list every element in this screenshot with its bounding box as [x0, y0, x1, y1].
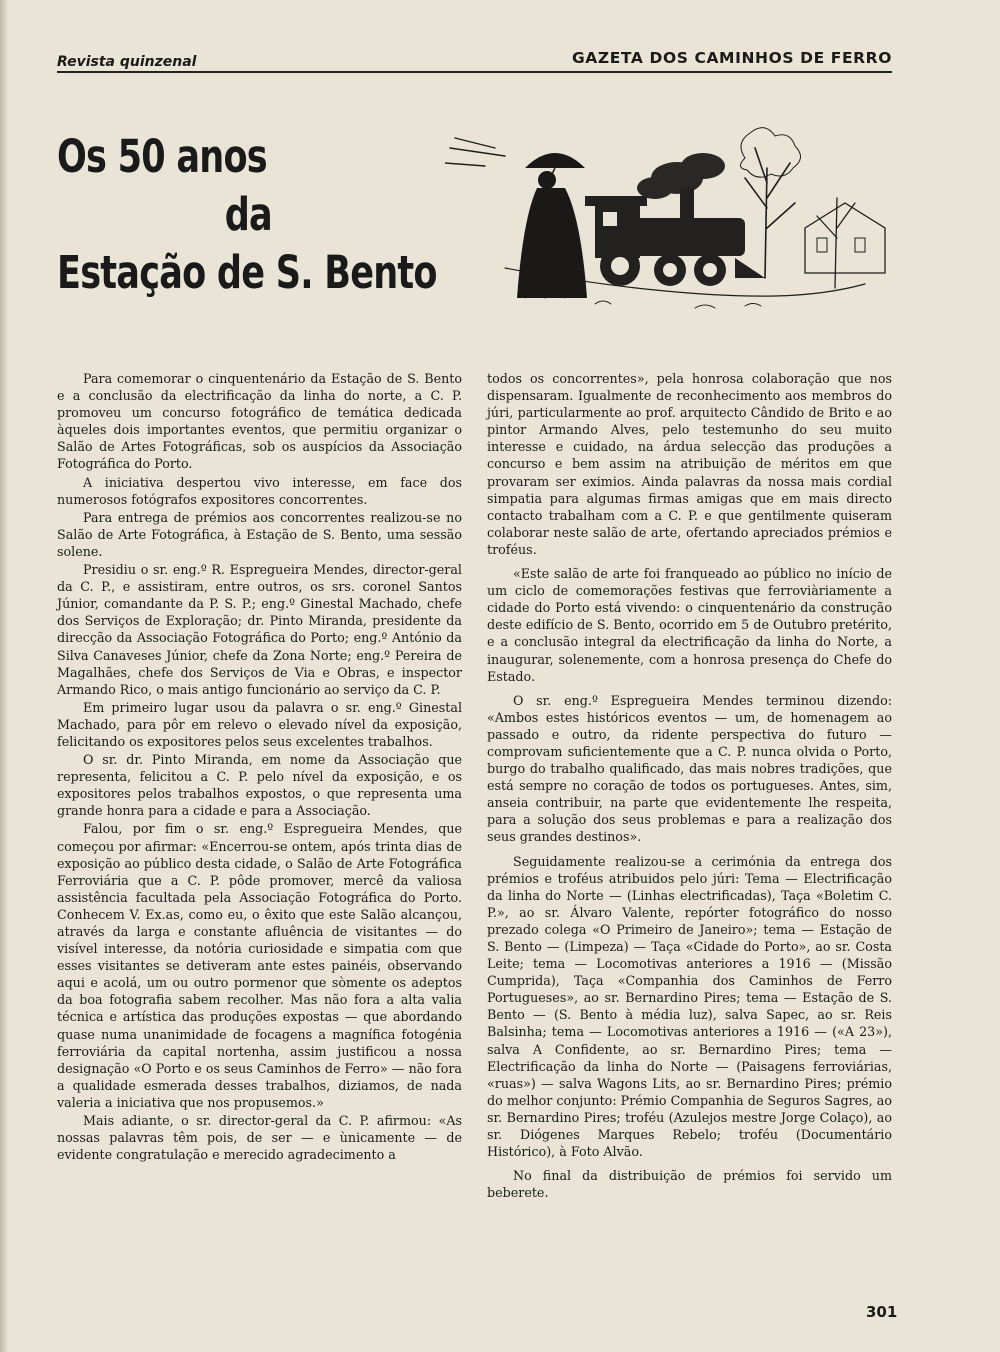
train-illustration-icon — [445, 108, 890, 323]
paragraph: Presidiu o sr. eng.º R. Espregueira Mendes, director-geral da C. P., e assistiram, entre outros, os srs. coronel Santos Júnior, comandante da P. S. P.; eng.º Ginestal Machado, chefe dos Serviços de Exploração; dr. Pinto Miranda, presidente da direcção da Associação Fotográfica do Porto; eng.º António da Silva Canaveses Júnior, chefe da Zona Norte; eng.º Pereira de Magalhães, chefe dos Serviços de Via e Obras, e inspector Armando Rico, o mais antigo funcionário ao serviço da C. P. — [57, 562, 462, 697]
paragraph: O sr. eng.º Espregueira Mendes terminou dizendo: «Ambos estes históricos eventos — um, de homenagem ao passado e outro, da ridente perspectiva do futuro — comprovam suficientemente que a C. P. nunca olvida o Porto, burgo do trabalho qualificado, das mais nobres tradições, que está sempre no coração de todos os portugueses. Antes, sim, anseia contribuir, na parte que evidentemente lhe respeita, para a solução dos seus problemas e para a realização dos seus grandes destinos». — [487, 692, 892, 845]
paragraph: No final da distribuição de prémios foi servido um beberete. — [487, 1168, 892, 1201]
header-magazine-name: GAZETA DOS CAMINHOS DE FERRO — [571, 49, 892, 67]
paragraph: Para comemorar o cinquentenário da Estação de S. Bento e a conclusão da electrificação da linha do norte, a C. P. promoveu um concurso fotográfico de temática dedicada àqueles dois importantes eventos, que permitiu organizar o Salão de Artes Fotográficas, sob os auspícios da Associação Fotográfica do Porto. — [57, 371, 462, 472]
paragraph: A iniciativa despertou vivo interesse, em face dos numerosos fotógrafos expositores concorrentes. — [57, 474, 462, 507]
article-title-line-2: da — [224, 188, 272, 241]
article-right-column — [487, 370, 892, 1202]
page-number: 301 — [866, 1303, 898, 1321]
paragraph: «Este salão de arte foi franqueado ao público no início de um ciclo de comemorações festivas que ferroviàriamente a cidade do Porto está vivendo: o cinquentenário da construção deste edifício de S. Bento, ocorrido em 5 de Outubro pretérito, e a conclusão integral da electrificação da linha do Norte, a inaugurar, solenemente, com a honrosa presença do Chefe do Estado. — [487, 566, 892, 684]
paragraph: Em primeiro lugar usou da palavra o sr. eng.º Ginestal Machado, para pôr em relevo o elevado nível da exposição, felicitando os expositores pelos seus excelentes trabalhos. — [57, 699, 462, 749]
header-rule — [57, 71, 892, 73]
paragraph: Para entrega de prémios aos concorrentes realizou-se no Salão de Arte Fotográfica, à Estação de S. Bento, uma sessão solene. — [57, 509, 462, 559]
paragraph: Falou, por fim o sr. eng.º Espregueira Mendes, que começou por afirmar: «Encerrou-se ontem, após trinta dias de exposição ao público desta cidade, o Salão de Arte Fotográfica Ferroviária que a C. P. pôde promover, mercê da valiosa assistência facultada pela Associação Fotográfica do Porto. Conhecem V. Ex.as, como eu, o êxito que este Salão alcançou, através da larga e constante afluência de visitantes — do visível interesse, da notória curiosidade e simpatia com que esses visitantes se detiveram ante estes painéis, observando aqui e acolá, um ou outro pormenor que sòmente os adeptos da boa fotografia sabem recolher. Mas não fora a alta valia técnica e artística das produções expostas — que abordando quase numa unanimidade de focagens a magnífica fotogénia ferroviária da capital nortenha, assim justificou a nossa designação «O Porto e os seus Caminhos de Ferro» — não fora a qualidade esmerada desses trabalhos, diziamos, de nada valeria a iniciativa que nos propusemos.» — [57, 821, 462, 1110]
article-title-line-1: Os 50 anos — [57, 130, 267, 183]
paragraph: Mais adiante, o sr. director-geral da C. P. afirmou: «As nossas palavras têm pois, de ser — e ùnicamente — de evidente congratulação e merecido agradecimento a — [57, 1113, 462, 1163]
article-left-column — [57, 370, 462, 1164]
paragraph: todos os concorrentes», pela honrosa colaboração que nos dispensaram. Igualmente de reconhecimento aos membros do júri, particularmente ao prof. arquitecto Cândido de Brito e ao pintor Armando Alves, pelo testemunho do seu muito interesse e cuidado, na árdua selecção das produções a concurso e bem assim na atribuição de méritos em que provaram ser eximios. Ainda palavras da nossa mais cordial simpatia para algumas firmas amigas que em mais directo contacto trabalham com a C. P. e que gentilmente quiseram colaborar neste salão de arte, ofertando apreciados prémios e troféus. — [487, 371, 892, 557]
article-title — [57, 128, 437, 302]
paragraph: O sr. dr. Pinto Miranda, em nome da Associação que representa, felicitou a C. P. pelo nível da exposição, e os expositores pelos trabalhos expostos, o que representa uma grande honra para a cidade e para a Associação. — [57, 752, 462, 819]
article-title-line-3: Estação de S. Bento — [57, 246, 437, 299]
header-publication-frequency: Revista quinzenal — [57, 54, 197, 70]
paragraph: Seguidamente realizou-se a cerimónia da entrega dos prémios e troféus atribuidos pelo júri: Tema — Electrificação da linha do Norte — (Linhas electrificadas), Taça «Boletim C. P.», ao sr. Álvaro Valente, repórter fotográfico do nosso prezado colega «O Primeiro de Janeiro»; tema — Estação de S. Bento — (Limpeza) — Taça «Cidade do Porto», ao sr. Costa Leite; tema — Locomotivas anteriores a 1916 — (Missão Cumprida), Taça «Companhia dos Caminhos de Ferro Portugueses», ao sr. Bernardino Pires; tema — Estação de S. Bento — (S. Bento à média luz), salva Sapec, ao sr. Reis Balsinha; tema — Locomotivas anteriores a 1916 — («A 23»), salva A Confidente, ao sr. Bernardino Pires; tema — Electrificação da linha do Norte — (Paisagens ferroviárias, «ruas») — salva Wagons Lits, ao sr. Bernardino Pires; prémio do melhor conjunto: Prémio Companhia de Seguros Sagres, ao sr. Bernardino Pires; troféu (Azulejos mestre Jorge Colaço), ao sr. Diógenes Marques Rebelo; troféu (Documentário Histórico), à Foto Alvão. — [487, 853, 892, 1160]
page-header — [57, 48, 892, 74]
page-binding-edge — [0, 0, 8, 1352]
